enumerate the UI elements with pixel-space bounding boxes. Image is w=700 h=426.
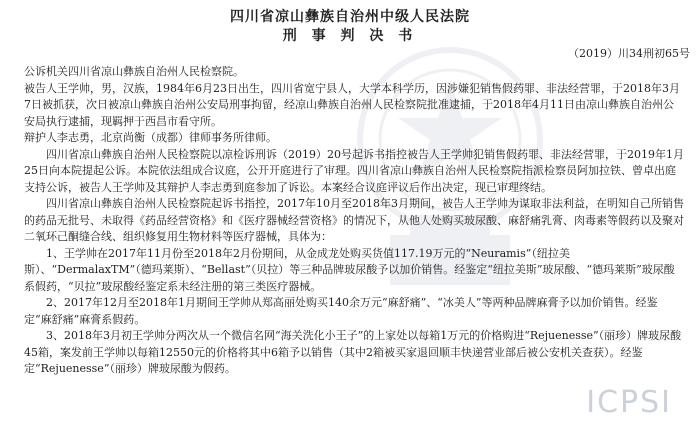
paragraph-fact-1: 1、王学帅在2017年11月份至2018年2月份期间，从金成龙处购买货值117.19万元的“Neuramis”（纽拉美斯）、“DermalaxTM”（德玛莱斯）、“Bellast”（贝拉）等三种品牌玻尿酸予以加价销售。经鉴定“纽拉美斯”玻尿酸、“德玛莱斯”玻尿酸系假药，“贝拉”玻尿酸经鉴定系未经注册的第三类医疗器械。	[24, 246, 675, 293]
paragraph-fact-2: 2、2017年12月至2018年1月期间王学帅从郑高丽处购买140余万元“麻舒痛”、“冰美人”等两种品牌麻膏予以加价销售。经鉴定“麻舒痛”麻膏系假药。	[24, 296, 658, 326]
paragraph-procedure: 四川省凉山彝族自治州人民检察院以凉检诉刑诉（2019）20号起诉书指控被告人王学帅犯销售假药罪、非法经营罪，于2019年1月25日向本院提起公诉。本院依法组成合议庭，公开开庭进行了审理。四川省凉山彝族自治州人民检察院指派检察员阿加拉铁、曾卓出庭支持公诉，被告人王学帅及其辩护人李志勇到庭参加了诉讼。本案经合议庭评议后作出决定，现已审理终结。	[24, 147, 684, 194]
paragraph-defender: 辩护人李志勇，北京尚衡（成都）律师事务所律师。	[24, 131, 277, 144]
paragraph-fact-3: 3、2018年3月初王学帅分两次从一个微信名网“海关洗化小王子”的上家处以每箱1万元的价格购进“Rejuenesse”（丽珍）牌玻尿酸45箱，案发前王学帅以每箱12550元的价格将其中6箱予以销售（其中2箱被买家退回顺丰快递营业部后被公安机关查获）。经鉴定“Rejuenesse”（丽珍）牌玻尿酸为假药。	[24, 329, 682, 375]
source-watermark: ICPSI	[586, 385, 672, 420]
judgment-body	[24, 64, 684, 378]
paragraph-prosecutor: 公诉机关四川省凉山彝族自治州人民检察院。	[24, 65, 244, 78]
document-type-title: 刑 事 判 决 书	[282, 28, 418, 44]
court-name-title: 四川省凉山彝族自治州中级人民法院	[230, 9, 470, 25]
paragraph-indictment: 四川省凉山彝族自治州人民检察院起诉书指控，2017年10月至2018年3月期间，被告人王学帅为谋取非法利益，在明知自己所销售的药品无批号、未取得《药品经营资格》和《医疗器械经营资格》的情况下，从他人处购买玻尿酸、麻舒痛乳膏、肉毒素等假药以及聚对二氧环己酮缝合线、组织修复用生物材料等医疗器械，具体为：	[24, 197, 684, 243]
paragraph-defendant: 被告人王学帅，男，汉族，1984年6月23日出生，四川省宽宁县人，大学本科学历，因涉嫌犯销售假药罪、非法经营罪，于2018年3月7日被抓获，次日被凉山彝族自治州公安局刑事拘留，经凉山彝族自治州人民检察院批准逮捕，于2018年4月11日由凉山彝族自治州公安局执行逮捕，现羁押于西昌市看守所。	[24, 81, 680, 128]
case-number: （2019）川34刑初65号	[568, 47, 690, 60]
